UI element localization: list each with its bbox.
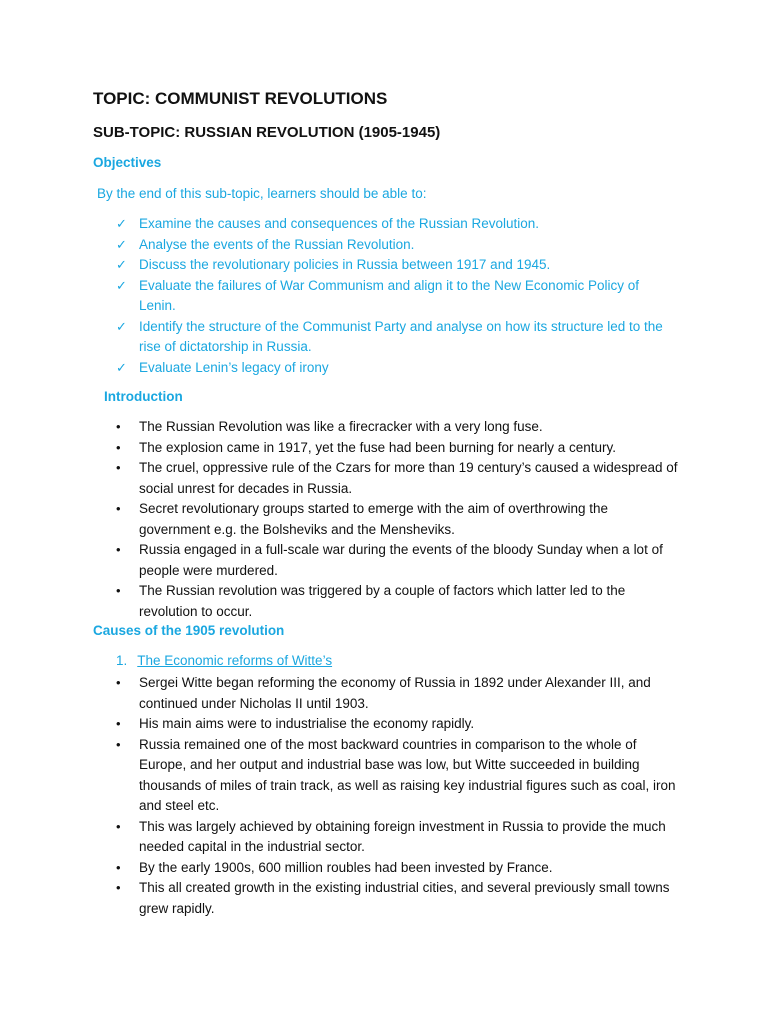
- introduction-item: • The cruel, oppressive rule of the Czars for more than 19 century’s caused a widespread of social unrest for decades in Russia.: [116, 460, 678, 496]
- cause-item: • By the early 1900s, 600 million roubles had been invested by France.: [0, 858, 679, 879]
- objective-item: ✓ Analyse the events of the Russian Revolution.: [0, 235, 679, 256]
- introduction-list: [0, 417, 679, 622]
- topic-title: TOPIC: COMMUNIST REVOLUTIONS: [93, 89, 388, 108]
- cause-item: • This was largely achieved by obtaining foreign investment in Russia to provide the much needed capital in the industrial sector.: [116, 818, 666, 854]
- introduction-item: • Russia engaged in a full-scale war during the events of the bloody Sunday when a lot of people were murdered.: [116, 542, 663, 578]
- introduction-item: • The Russian revolution was triggered by a couple of factors which latter led to the revolution to occur.: [116, 583, 626, 619]
- objectives-list: [0, 214, 679, 378]
- bullet-icon: •: [116, 439, 121, 455]
- objective-item: ✓ Identify the structure of the Communist Party and analyse on how its structure led to the rise of dictatorship in Russia.: [116, 318, 663, 354]
- objective-item: ✓ Examine the causes and consequences of the Russian Revolution.: [0, 214, 679, 235]
- introduction-heading: Introduction: [104, 389, 183, 404]
- check-icon: ✓: [116, 216, 127, 231]
- objectives-heading: Objectives: [93, 155, 162, 170]
- bullet-icon: •: [116, 736, 121, 752]
- subtopic-title: SUB-TOPIC: RUSSIAN REVOLUTION (1905-1945): [93, 124, 441, 141]
- bullet-icon: •: [116, 501, 121, 516]
- bullet-icon: •: [116, 460, 121, 475]
- check-icon: ✓: [116, 236, 127, 252]
- cause-item: • His main aims were to industrialise the economy rapidly.: [0, 714, 679, 735]
- bullet-icon: •: [116, 716, 121, 731]
- introduction-item: • Secret revolutionary groups started to emerge with the aim of overthrowing the government e.g. the Bolsheviks and the Mensheviks.: [116, 501, 608, 537]
- cause-item: • Sergei Witte began reforming the economy of Russia in 1892 under Alexander III, and continued under Nicholas II until 1903.: [116, 675, 651, 711]
- check-icon: ✓: [116, 277, 127, 293]
- cause-item: • Russia remained one of the most backward countries in comparison to the whole of Europe, and her output and industrial base was low, but Witte succeeded in building thousands of miles of train track, as well as raising key industrial figures such as coal, iron and steel etc.: [116, 736, 676, 813]
- economic-reforms-link[interactable]: The Economic reforms of Witte’s: [137, 653, 333, 668]
- objective-item: ✓ Discuss the revolutionary policies in Russia between 1917 and 1945.: [0, 255, 679, 276]
- introduction-item: • The explosion came in 1917, yet the fuse had been burning for nearly a century.: [0, 438, 679, 459]
- causes-heading: Causes of the 1905 revolution: [93, 623, 285, 638]
- bullet-icon: •: [116, 859, 121, 875]
- causes-list: [0, 673, 679, 919]
- check-icon: ✓: [116, 359, 127, 375]
- bullet-icon: •: [116, 583, 121, 598]
- check-icon: ✓: [116, 257, 127, 272]
- bullet-icon: •: [116, 542, 121, 557]
- objective-item: ✓ Evaluate the failures of War Communism and align it to the New Economic Policy of Lenin.: [116, 277, 639, 313]
- cause-item: • This all created growth in the existing industrial cities, and several previously small towns grew rapidly.: [116, 880, 670, 916]
- objectives-intro: By the end of this sub-topic, learners should be able to:: [97, 186, 427, 201]
- bullet-icon: •: [116, 818, 121, 834]
- introduction-item: • The Russian Revolution was like a firecracker with a very long fuse.: [0, 417, 679, 438]
- numbered-label: 1.: [116, 653, 128, 668]
- bullet-icon: •: [116, 675, 121, 690]
- objective-item: ✓ Evaluate Lenin’s legacy of irony: [0, 358, 679, 379]
- numbered-item: [116, 653, 332, 668]
- bullet-icon: •: [116, 880, 121, 895]
- check-icon: ✓: [116, 318, 127, 334]
- bullet-icon: •: [116, 419, 121, 434]
